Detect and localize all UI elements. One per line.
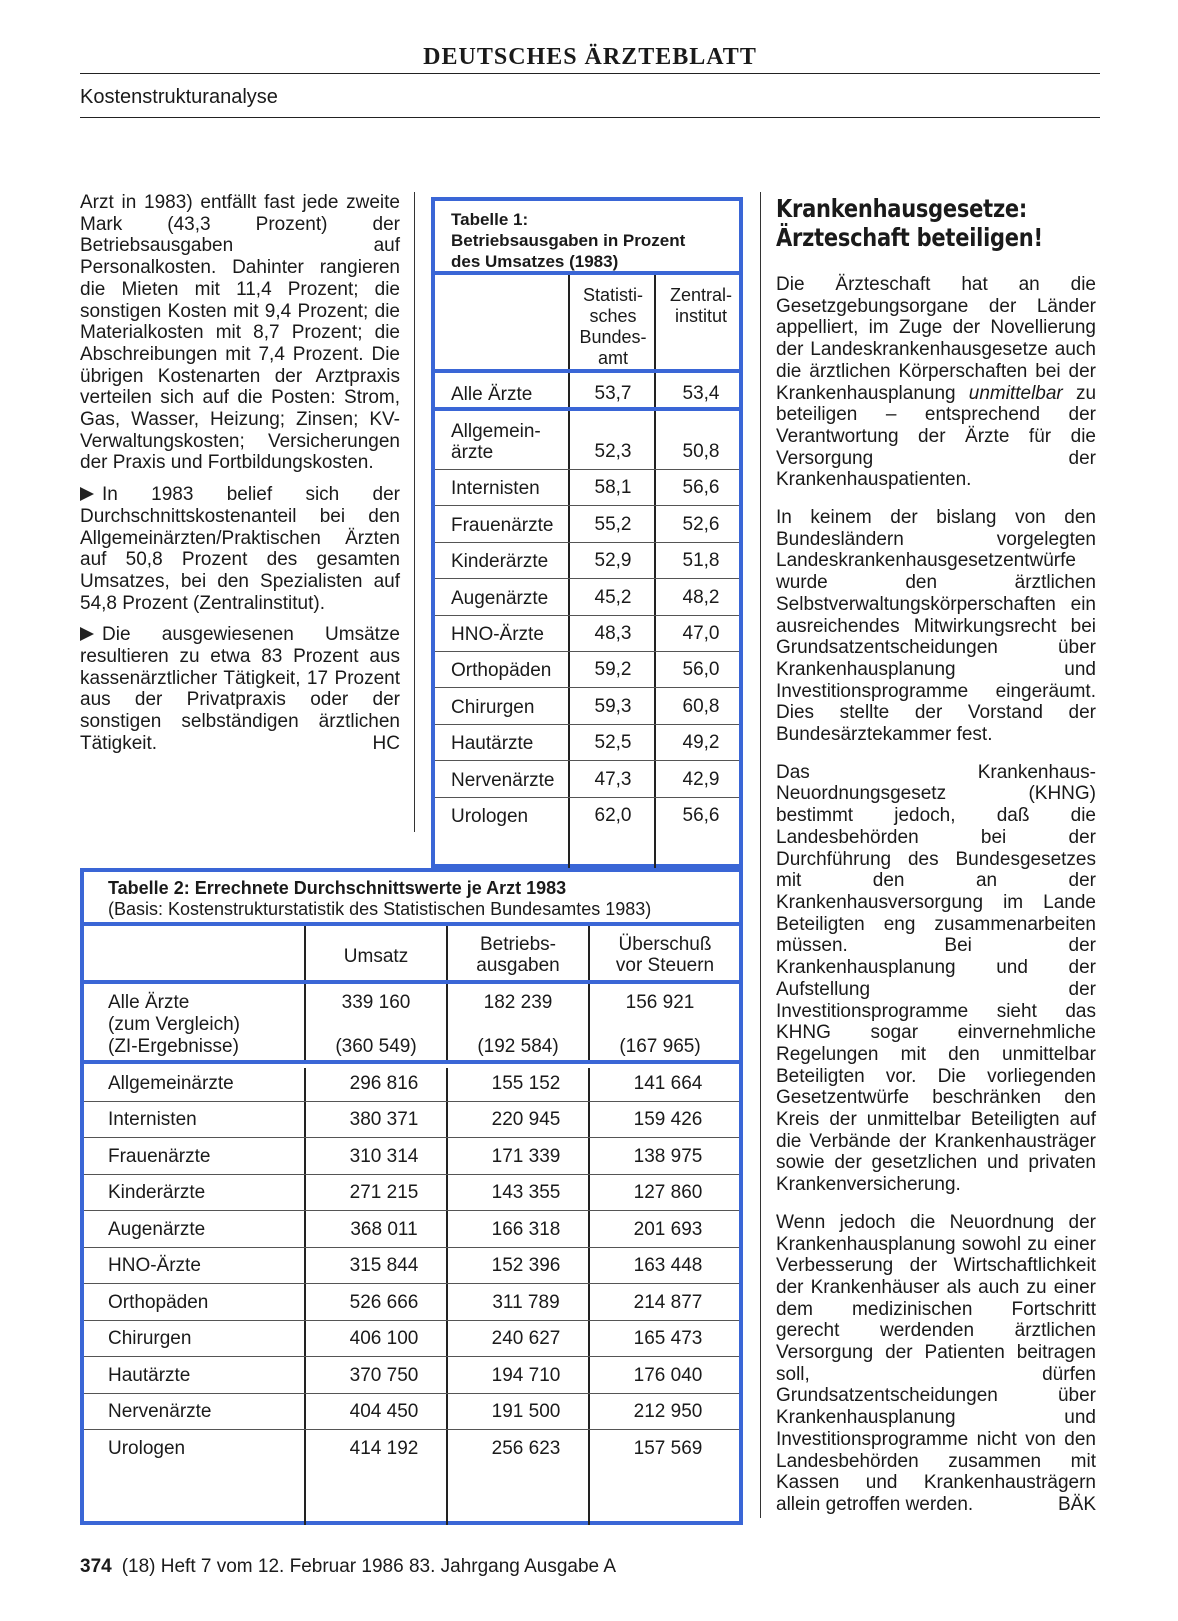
column-header: Umsatz: [343, 946, 409, 967]
table-row: Alle Ärzte (zum Vergleich) (ZI-Ergebnisse) 339 160 182 239 156 921 (360 549) (192 584) (167 965): [108, 992, 701, 1057]
row-label: Nervenärzte: [108, 1401, 212, 1422]
paragraph: Die Ärzteschaft hat an die Gesetzgebungsorgane der Länder appelliert, im Zuge der Novellierung der Landeskrankenhausgesetze auch die ärztlichen Körperschaften bei der Krankenhausplanung unmittelbar zu beteiligen – entsprechend der Verantwortung der Ärzte für die Versorgung der Krankenhauspatienten.: [776, 274, 1097, 491]
table-row: [435, 469, 739, 506]
header-rule: [80, 117, 1100, 118]
table-row: [435, 542, 739, 579]
cell-value: 256 623: [491, 1437, 561, 1459]
table-row: [435, 797, 739, 833]
cell-value: 141 664: [633, 1072, 703, 1094]
cell-value: 163 448: [633, 1255, 703, 1276]
cell-value: 56,0: [682, 659, 720, 681]
column-divider: [760, 192, 761, 1518]
table-2-caption: Tabelle 2: Errechnete Durchschnittswerte je Arzt 1983 (Basis: Kostenstrukturstatistik des Statistischen Bundesamtes 1983): [108, 878, 652, 919]
cell-value: 48,2: [682, 586, 720, 608]
table-row: [435, 687, 739, 724]
cell-value: 212 950: [633, 1401, 703, 1422]
headline: Krankenhausgesetze: Ärzteschaft beteiligen!: [776, 194, 1043, 252]
cell-value: 47,3: [594, 768, 632, 790]
paragraph: Wenn jedoch die Neuordnung der Krankenhausplanung sowohl zu einer Verbesserung der Wirtschaftlichkeit der Krankenhäuser als auch zu einer dem medizinischen Fortschritt gerecht werdenden ärztlichen Versorgung der Patienten beitragen soll, dürfen Grundsatzentscheidungen über Krankenhausplanung und Investitionsprogramme nicht von den Landesbehörden zusammen mit Kassen und Krankenhausträgern allein getroffen werden. BÄK: [776, 1211, 1096, 1515]
column-divider: [414, 192, 415, 832]
author-signature: BÄK: [1057, 1493, 1096, 1515]
paragraph: In 1983 belief sich der Durchschnittskostenanteil bei den Allgemeinärzten/Praktischen Ärzten auf 50,8 Prozent des gesamten Umsatzes, bei den Spezialisten auf 54,8 Prozent (Zentralinstitut).: [80, 484, 400, 614]
column-header: Überschuß vor Steuern: [615, 934, 715, 976]
cell-value: 62,0: [594, 804, 632, 826]
table-row: [435, 615, 739, 652]
paragraph: Das Krankenhaus-Neuordnungsgesetz (KHNG) bestimmt jedoch, daß die Landesbehörden bei der Durchführung des Bundesgesetzes mit den an der Krankenhausversorgung im Lande Beteiligten eng zusammenarbeiten müssen. Bei der Krankenhausplanung und der Aufstellung der Investitionsprogramme sieht das KHNG sogar einvernehmliche Regelungen mit den unmittelbar Beteiligten vor. Die vorliegenden Gesetzentwürfe beschränken den Kreis der unmittelbar Beteiligten auf die Verbände der Krankenhausträger sowie der gesetzlichen und privaten Krankenversicherung.: [776, 761, 1096, 1196]
cell-value: 159 426: [633, 1109, 703, 1130]
cell-value: 59,3: [594, 695, 632, 717]
row-label: Frauenärzte: [451, 514, 554, 536]
table-row: [84, 1393, 739, 1431]
cell-value: 165 473: [633, 1328, 703, 1349]
page-number: 374: [80, 1556, 112, 1577]
table-row: [435, 505, 739, 542]
triangle-bullet-icon: [80, 627, 94, 641]
cell-value: 220 945: [491, 1109, 561, 1130]
row-label: Hautärzte: [108, 1364, 191, 1386]
row-label: Orthopäden: [108, 1291, 209, 1313]
page-footer: [80, 1556, 616, 1578]
cell-value: 406 100: [349, 1328, 419, 1349]
column-header: Zentral- institut: [669, 285, 732, 326]
row-label: Urologen: [108, 1437, 186, 1459]
table-row: Alle Ärzte 53,7 53,4: [451, 383, 720, 405]
row-label: Augenärzte: [451, 587, 549, 609]
table-row: [84, 1137, 739, 1175]
cell-value: 55,2: [594, 513, 632, 535]
table-rule: [84, 922, 739, 926]
row-label: HNO-Ärzte: [108, 1255, 201, 1276]
row-label: Nervenärzte: [451, 769, 555, 791]
cell-value: 315 844: [349, 1255, 419, 1276]
table-row: [84, 1356, 739, 1394]
cell-value: 58,1: [594, 477, 632, 499]
row-label: Alle Ärzte (zum Vergleich) (ZI-Ergebnisse): [108, 992, 240, 1057]
article-column-left: [80, 192, 400, 765]
row-label: Hautärzte: [451, 733, 534, 755]
triangle-bullet-icon: [80, 487, 94, 501]
cell-value: 201 693: [633, 1218, 703, 1240]
cell-value: 60,8: [682, 695, 720, 717]
cell-value: 368 011: [350, 1218, 418, 1240]
table-row: [84, 1429, 739, 1466]
issue-info: (18) Heft 7 vom 12. Februar 1986 83. Jahrgang Ausgabe A: [121, 1556, 617, 1577]
cell-value: 310 314: [349, 1145, 419, 1167]
row-label: Allgemeinärzte: [108, 1072, 234, 1094]
cell-value: 176 040: [633, 1364, 703, 1386]
table-1-caption: Tabelle 1: Betriebsausgaben in Prozent des Umsatzes (1983): [451, 210, 686, 271]
row-label: Chirurgen: [108, 1328, 192, 1349]
cell-value: 152 396: [491, 1255, 561, 1276]
cell-value: 526 666: [349, 1291, 419, 1313]
article-column-right: [776, 194, 1096, 1532]
table-row: [435, 724, 739, 761]
row-label: Chirurgen: [451, 696, 535, 718]
row-label: Kinderärzte: [451, 551, 549, 573]
cell-value: 52,6: [682, 513, 720, 535]
cell-value: 52,3: [594, 441, 632, 462]
row-label: Internisten: [451, 478, 540, 500]
cell-value: 370 750: [349, 1364, 419, 1386]
table-rule: [435, 271, 739, 275]
cell-value: 380 371: [349, 1109, 419, 1130]
cell-value: 414 192: [349, 1437, 419, 1459]
table-row: [435, 760, 739, 797]
table-row: [84, 1101, 739, 1139]
row-label: Kinderärzte: [108, 1182, 206, 1203]
table-row: [84, 1283, 739, 1321]
cell-value: 157 569: [633, 1437, 703, 1459]
paragraph: Arzt in 1983) entfällt fast jede zweite Mark (43,3 Prozent) der Betriebsausgaben auf Personalkosten. Dahinter rangieren die Mieten mit 11,4 Prozent; die sonstigen Kosten mit 9,4 Prozent; die Materialkosten mit 8,7 Prozent; die Abschreibungen mit 7,4 Prozent. Die übrigen Kostenarten der Arztpraxis verteilen sich auf die Posten: Strom, Gas, Wasser, Heizung; Zinsen; KV-Verwaltungskosten; Versicherungen der Praxis und Fortbildungskosten.: [80, 192, 400, 474]
table-row: [435, 411, 739, 470]
cell-value: 45,2: [594, 586, 632, 608]
table-row: [84, 1210, 739, 1248]
table-row: [435, 578, 739, 615]
column-header: Betriebs- ausgaben: [476, 934, 560, 976]
cell-value: 49,2: [682, 732, 720, 754]
author-signature: HC: [372, 732, 400, 754]
cell-value: 52,5: [594, 732, 632, 754]
row-label: Augenärzte: [108, 1218, 206, 1240]
table-row: [84, 1064, 739, 1102]
cell-value: 59,2: [594, 659, 632, 681]
cell-value: 191 500: [491, 1401, 561, 1422]
cell-value: 296 816: [349, 1072, 419, 1094]
row-label: Frauenärzte: [108, 1145, 211, 1167]
cell-value: 311 789: [492, 1291, 560, 1313]
cell-value: 214 877: [633, 1291, 703, 1313]
table-row: [84, 1174, 739, 1212]
cell-value: 42,9: [682, 768, 720, 790]
section-title: Kostenstrukturanalyse: [80, 86, 278, 108]
table-row: [84, 1247, 739, 1285]
cell-value: 127 860: [633, 1182, 703, 1203]
cell-value: 50,8: [682, 441, 720, 462]
row-label: Urologen: [451, 805, 529, 827]
table-1: [431, 197, 743, 868]
row-label: HNO-Ärzte: [451, 623, 544, 645]
cell-value: 48,3: [594, 622, 632, 644]
table-row: [435, 651, 739, 688]
cell-value: 240 627: [491, 1328, 561, 1349]
row-label: Allgemein- ärzte: [451, 421, 541, 463]
cell-value: 166 318: [491, 1218, 561, 1240]
masthead: DEUTSCHES ÄRZTEBLATT: [80, 44, 1100, 74]
column-header: Statisti- sches Bundes- amt: [579, 285, 647, 368]
row-label: Internisten: [108, 1109, 197, 1130]
cell-value: 271 215: [349, 1182, 419, 1203]
cell-value: 56,6: [682, 804, 720, 826]
cell-value: 51,8: [682, 550, 720, 572]
cell-value: 138 975: [633, 1145, 703, 1167]
cell-value: 155 152: [491, 1072, 561, 1094]
cell-value: 194 710: [491, 1364, 561, 1386]
cell-value: 143 355: [491, 1182, 561, 1203]
row-label: Orthopäden: [451, 660, 552, 682]
paragraph: Die ausgewiesenen Umsätze resultieren zu etwa 83 Prozent aus kassenärztlicher Tätigkeit, 17 Prozent aus der Privatpraxis oder der sonstigen selbständigen ärztlichen Tätigkeit. HC: [80, 624, 400, 754]
cell-value: 47,0: [682, 622, 720, 644]
cell-value: 404 450: [349, 1401, 419, 1422]
table-2: [80, 868, 743, 1525]
cell-value: 56,6: [682, 477, 720, 499]
cell-value: 52,9: [594, 550, 632, 572]
cell-value: 171 339: [491, 1145, 561, 1167]
table-row: [84, 1320, 739, 1358]
paragraph: In keinem der bislang von den Bundesländern vorgelegten Landeskrankenhausgesetzentwürfe wurde den ärztlichen Selbstverwaltungskörperschaften ein ausreichendes Mitwirkungsrecht bei Grundsatzentscheidungen über Krankenhausplanung und Investitionsprogramme eingeräumt. Dies stellte der Vorstand der Bundesärztekammer fest.: [776, 507, 1096, 746]
